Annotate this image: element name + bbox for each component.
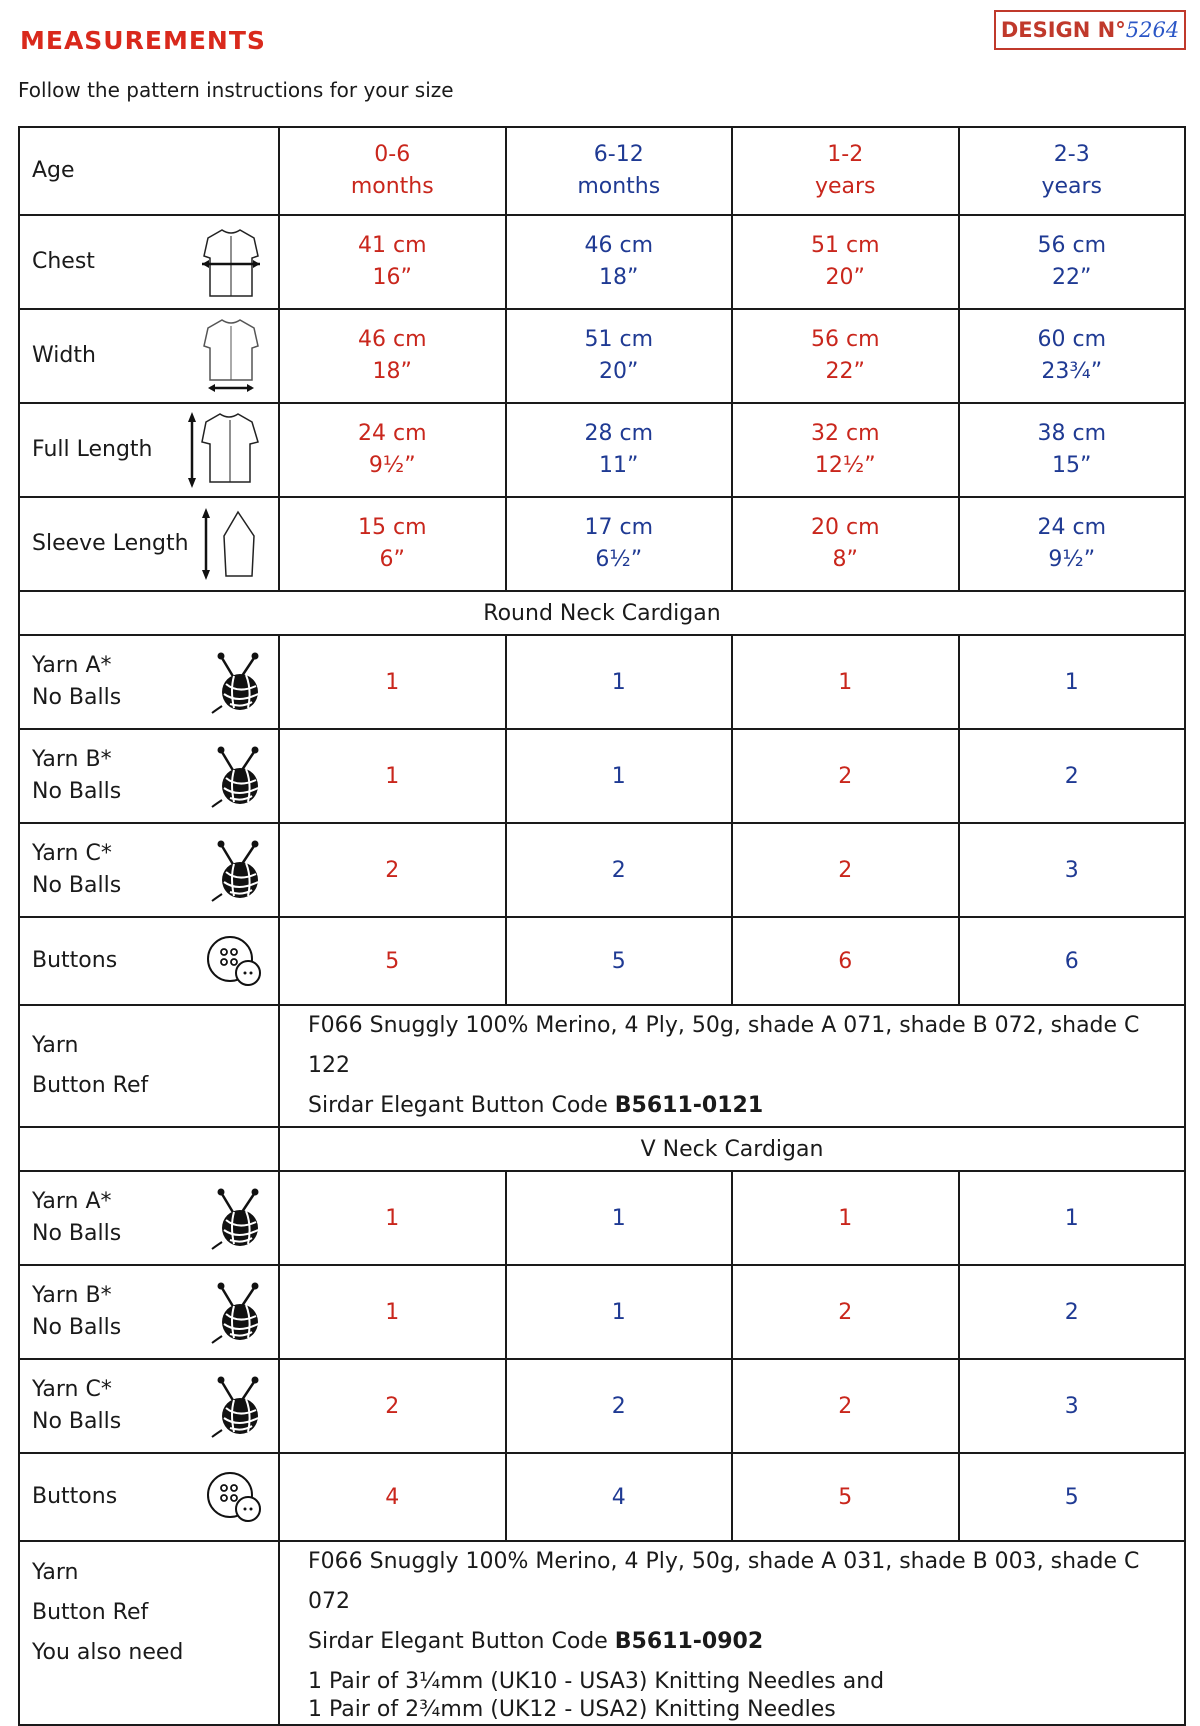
value-in: 9½” bbox=[1048, 547, 1096, 572]
section-title: V Neck Cardigan bbox=[279, 1127, 1185, 1171]
yarn-label: Yarn A* bbox=[32, 1189, 112, 1214]
yarn-label-cell bbox=[19, 1171, 279, 1265]
size-bottom: years bbox=[1041, 174, 1103, 199]
buttons-count: 6 bbox=[732, 917, 959, 1005]
needles-line-2: 1 Pair of 2¾mm (UK12 - USA2) Knitting Needles bbox=[308, 1697, 836, 1722]
value-in: 6” bbox=[379, 547, 405, 572]
balls-count: 2 bbox=[506, 823, 733, 917]
balls-count: 2 bbox=[959, 1265, 1186, 1359]
balls-count: 1 bbox=[506, 729, 733, 823]
full-length-diagram-icon bbox=[184, 410, 264, 490]
measure-cell bbox=[732, 215, 959, 309]
balls-count: 2 bbox=[732, 823, 959, 917]
buttons-count: 5 bbox=[959, 1453, 1186, 1541]
yarn-ball-icon bbox=[208, 650, 264, 714]
value-cm: 41 cm bbox=[357, 233, 427, 258]
yarn-label: Yarn A* bbox=[32, 653, 112, 678]
value-cm: 20 cm bbox=[810, 515, 880, 540]
value-in: 18” bbox=[372, 359, 412, 384]
value-in: 22” bbox=[825, 359, 865, 384]
round-neck-header-row bbox=[19, 591, 1185, 635]
value-in: 22” bbox=[1052, 265, 1092, 290]
full-length-row bbox=[19, 403, 1185, 497]
balls-count: 1 bbox=[279, 729, 506, 823]
value-cm: 38 cm bbox=[1037, 421, 1106, 446]
size-top: 0-6 bbox=[374, 142, 411, 167]
measure-cell bbox=[959, 215, 1186, 309]
width-row bbox=[19, 309, 1185, 403]
info-text bbox=[279, 1541, 1185, 1725]
chest-diagram-icon bbox=[198, 224, 264, 300]
value-in: 20” bbox=[825, 265, 865, 290]
yarn-label: Yarn C* bbox=[32, 841, 112, 866]
button-ref-text bbox=[308, 1622, 1184, 1662]
balls-label: No Balls bbox=[32, 779, 122, 804]
balls-count: 1 bbox=[959, 1171, 1186, 1265]
value-cm: 46 cm bbox=[357, 327, 427, 352]
balls-count: 1 bbox=[732, 635, 959, 729]
yarn-c-row bbox=[19, 1359, 1185, 1453]
yarn-label: Yarn C* bbox=[32, 1377, 112, 1402]
size-bottom: months bbox=[577, 174, 661, 199]
balls-count: 2 bbox=[279, 1359, 506, 1453]
balls-label: No Balls bbox=[32, 1409, 122, 1434]
balls-label: No Balls bbox=[32, 873, 122, 898]
measure-cell bbox=[506, 309, 733, 403]
value-in: 8” bbox=[832, 547, 858, 572]
measure-cell bbox=[279, 403, 506, 497]
buttons-count: 5 bbox=[506, 917, 733, 1005]
age-label-cell bbox=[19, 127, 279, 215]
balls-count: 2 bbox=[959, 729, 1186, 823]
yarn-c-row bbox=[19, 823, 1185, 917]
yarn-label-cell bbox=[19, 823, 279, 917]
yarn-info-label: Yarn bbox=[32, 1033, 79, 1058]
value-in: 15” bbox=[1052, 453, 1092, 478]
full-length-label-cell bbox=[19, 403, 279, 497]
yarn-a-row bbox=[19, 1171, 1185, 1265]
balls-count: 1 bbox=[732, 1171, 959, 1265]
buttons-row bbox=[19, 917, 1185, 1005]
balls-count: 1 bbox=[506, 1265, 733, 1359]
value-cm: 24 cm bbox=[1037, 515, 1106, 540]
value-cm: 32 cm bbox=[810, 421, 880, 446]
value-cm: 15 cm bbox=[357, 515, 427, 540]
measure-cell bbox=[959, 309, 1186, 403]
balls-count: 2 bbox=[732, 729, 959, 823]
size-top: 2-3 bbox=[1053, 142, 1090, 167]
value-in: 18” bbox=[599, 265, 639, 290]
yarn-label-cell bbox=[19, 1359, 279, 1453]
buttons-count: 4 bbox=[506, 1453, 733, 1541]
button-ref-prefix: Sirdar Elegant Button Code bbox=[308, 1093, 615, 1118]
measure-cell bbox=[732, 309, 959, 403]
value-cm: 24 cm bbox=[357, 421, 427, 446]
row-label: Full Length bbox=[32, 437, 153, 462]
info-labels bbox=[19, 1541, 279, 1725]
yarn-info-text: F066 Snuggly 100% Merino, 4 Ply, 50g, shade A 071, shade B 072, shade C 122 bbox=[308, 1013, 1140, 1078]
buttons-count: 5 bbox=[732, 1453, 959, 1541]
design-prefix: DESIGN N° bbox=[1000, 18, 1126, 42]
value-cm: 28 cm bbox=[584, 421, 653, 446]
yarn-label: Yarn B* bbox=[32, 1283, 112, 1308]
balls-count: 1 bbox=[279, 635, 506, 729]
yarn-info-label: Yarn bbox=[32, 1560, 79, 1585]
size-cell bbox=[959, 127, 1186, 215]
balls-count: 1 bbox=[959, 635, 1186, 729]
design-number: 5264 bbox=[1125, 18, 1180, 42]
size-top: 6-12 bbox=[593, 142, 644, 167]
balls-count: 2 bbox=[279, 823, 506, 917]
value-cm: 56 cm bbox=[810, 327, 880, 352]
balls-count: 3 bbox=[959, 1359, 1186, 1453]
yarn-b-row bbox=[19, 729, 1185, 823]
value-in: 9½” bbox=[368, 453, 416, 478]
age-row bbox=[19, 127, 1185, 215]
balls-count: 2 bbox=[732, 1265, 959, 1359]
yarn-ball-icon bbox=[208, 838, 264, 902]
size-cell bbox=[506, 127, 733, 215]
buttons-count: 4 bbox=[279, 1453, 506, 1541]
button-code: B5611-0902 bbox=[614, 1629, 764, 1654]
yarn-label-cell bbox=[19, 729, 279, 823]
width-diagram-icon bbox=[198, 318, 264, 394]
measure-cell bbox=[506, 497, 733, 591]
size-bottom: years bbox=[814, 174, 876, 199]
value-cm: 51 cm bbox=[810, 233, 880, 258]
value-cm: 46 cm bbox=[584, 233, 653, 258]
value-in: 20” bbox=[599, 359, 639, 384]
value-cm: 60 cm bbox=[1037, 327, 1106, 352]
row-label: Sleeve Length bbox=[32, 531, 189, 556]
row-label: Chest bbox=[32, 249, 95, 274]
chest-label-cell bbox=[19, 215, 279, 309]
value-in: 23¾” bbox=[1041, 359, 1103, 384]
size-cell bbox=[732, 127, 959, 215]
buttons-label: Buttons bbox=[32, 1484, 118, 1509]
yarn-info-text: F066 Snuggly 100% Merino, 4 Ply, 50g, shade A 031, shade B 003, shade C 072 bbox=[308, 1549, 1140, 1614]
buttons-label: Buttons bbox=[32, 948, 118, 973]
yarn-b-row bbox=[19, 1265, 1185, 1359]
section-title: Round Neck Cardigan bbox=[19, 591, 1185, 635]
button-ref-label: Button Ref bbox=[32, 1600, 149, 1625]
sleeve-length-row bbox=[19, 497, 1185, 591]
value-in: 11” bbox=[599, 453, 639, 478]
button-ref-prefix: Sirdar Elegant Button Code bbox=[308, 1629, 615, 1654]
button-ref-text bbox=[308, 1086, 1184, 1126]
size-bottom: months bbox=[350, 174, 434, 199]
value-cm: 17 cm bbox=[584, 515, 653, 540]
value-cm: 51 cm bbox=[584, 327, 653, 352]
value-in: 16” bbox=[372, 265, 412, 290]
v-neck-header-row bbox=[19, 1127, 1185, 1171]
balls-label: No Balls bbox=[32, 1315, 122, 1340]
yarn-ball-icon bbox=[208, 1374, 264, 1438]
v-neck-info-row bbox=[19, 1541, 1185, 1725]
value-in: 12½” bbox=[814, 453, 876, 478]
yarn-label: Yarn B* bbox=[32, 747, 112, 772]
balls-label: No Balls bbox=[32, 685, 122, 710]
balls-count: 2 bbox=[506, 1359, 733, 1453]
measurements-table bbox=[18, 126, 1186, 1726]
buttons-label-cell bbox=[19, 1453, 279, 1541]
buttons-count: 6 bbox=[959, 917, 1186, 1005]
yarn-label-cell bbox=[19, 635, 279, 729]
yarn-ball-icon bbox=[208, 1280, 264, 1344]
button-icon bbox=[204, 1469, 264, 1525]
also-need-label: You also need bbox=[32, 1640, 184, 1665]
value-in: 6½” bbox=[595, 547, 643, 572]
page-title: MEASUREMENTS bbox=[20, 26, 266, 55]
info-text bbox=[279, 1005, 1185, 1127]
balls-count: 1 bbox=[506, 1171, 733, 1265]
measure-cell bbox=[279, 309, 506, 403]
yarn-label-cell bbox=[19, 1265, 279, 1359]
measure-cell bbox=[959, 497, 1186, 591]
yarn-ball-icon bbox=[208, 1186, 264, 1250]
measure-cell bbox=[959, 403, 1186, 497]
age-label: Age bbox=[32, 158, 75, 183]
design-number-box bbox=[994, 10, 1186, 50]
measure-cell bbox=[279, 497, 506, 591]
width-label-cell bbox=[19, 309, 279, 403]
button-icon bbox=[204, 933, 264, 989]
measure-cell bbox=[506, 403, 733, 497]
value-cm: 56 cm bbox=[1037, 233, 1106, 258]
section-spacer bbox=[19, 1127, 279, 1171]
size-top: 1-2 bbox=[827, 142, 864, 167]
balls-count: 3 bbox=[959, 823, 1186, 917]
buttons-row bbox=[19, 1453, 1185, 1541]
measure-cell bbox=[732, 403, 959, 497]
sleeve-length-label-cell bbox=[19, 497, 279, 591]
balls-count: 1 bbox=[279, 1171, 506, 1265]
buttons-label-cell bbox=[19, 917, 279, 1005]
subtitle: Follow the pattern instructions for your size bbox=[18, 78, 454, 102]
needles-line-1: 1 Pair of 3¼mm (UK10 - USA3) Knitting Needles and bbox=[308, 1669, 885, 1694]
buttons-count: 5 bbox=[279, 917, 506, 1005]
measure-cell bbox=[279, 215, 506, 309]
button-ref-label: Button Ref bbox=[32, 1073, 149, 1098]
sleeve-length-diagram-icon bbox=[198, 506, 264, 582]
yarn-ball-icon bbox=[208, 744, 264, 808]
measure-cell bbox=[506, 215, 733, 309]
button-code: B5611-0121 bbox=[614, 1093, 764, 1118]
round-neck-info-row bbox=[19, 1005, 1185, 1127]
chest-row bbox=[19, 215, 1185, 309]
balls-count: 1 bbox=[279, 1265, 506, 1359]
balls-count: 1 bbox=[506, 635, 733, 729]
balls-count: 2 bbox=[732, 1359, 959, 1453]
info-labels bbox=[19, 1005, 279, 1127]
row-label: Width bbox=[32, 343, 96, 368]
yarn-a-row bbox=[19, 635, 1185, 729]
balls-label: No Balls bbox=[32, 1221, 122, 1246]
measure-cell bbox=[732, 497, 959, 591]
size-cell bbox=[279, 127, 506, 215]
